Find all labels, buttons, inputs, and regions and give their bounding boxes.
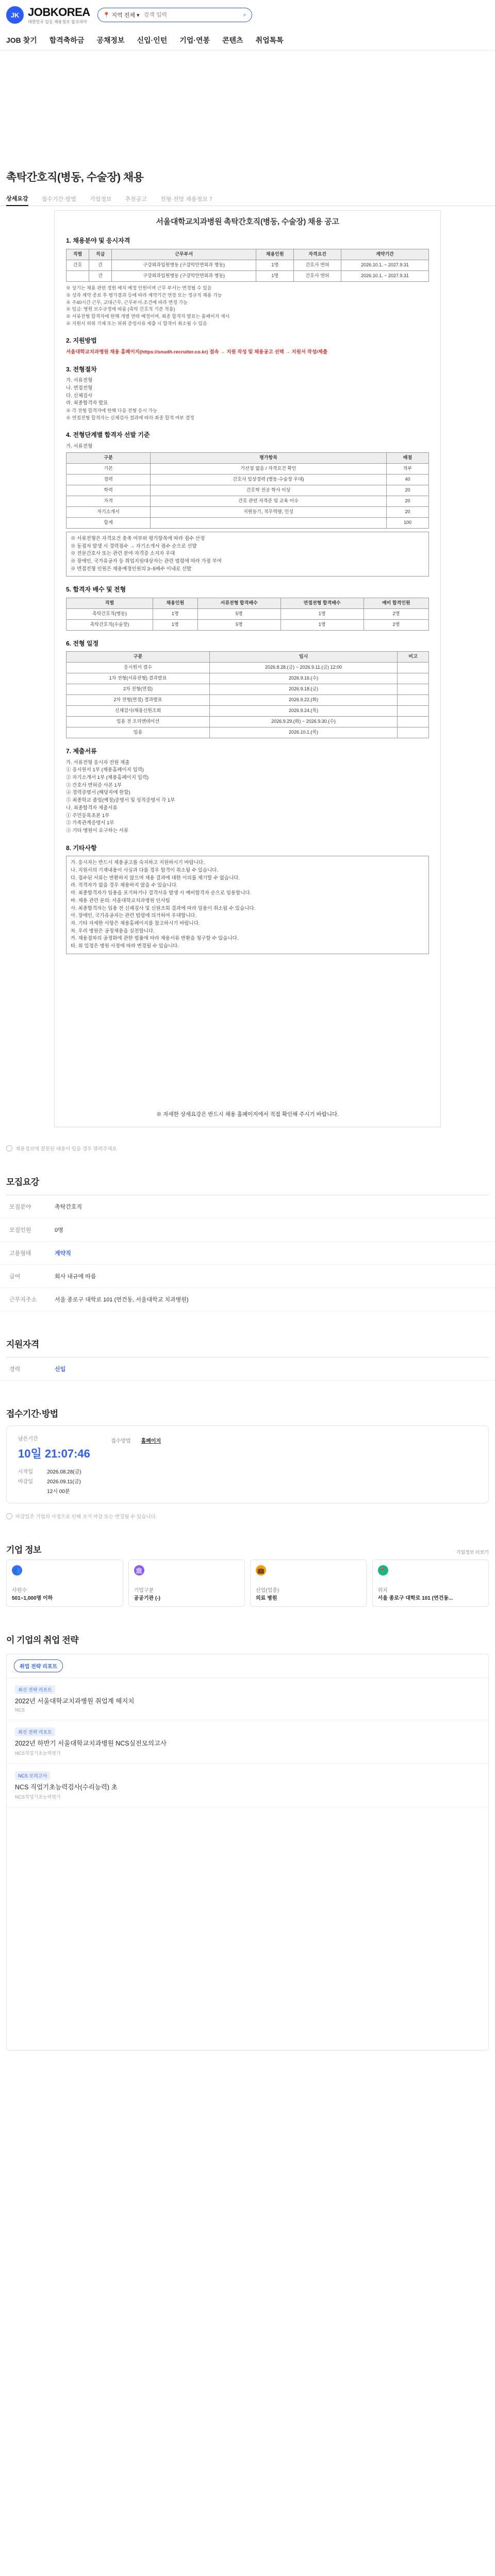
recruit-list [0,1195,495,1311]
table-header: 직렬 [67,598,153,609]
table-cell [398,717,429,727]
detail-tabs [0,192,495,206]
doc-section-1-notes [66,285,429,328]
row-value: 계약직 [55,1250,71,1257]
table-cell: 적부 [386,464,428,474]
table-row [67,619,429,630]
list-item: 나. 최종합격자 제출서류 [66,805,118,811]
main-nav [0,30,495,50]
logo-mark: JK [6,6,24,24]
card-label: 산업(업종) [256,1588,279,1594]
method-label: 접수방법 [110,1438,131,1444]
info-icon [6,1513,12,1519]
table-cell: 1차 전형(서류전형) 결과발표 [67,673,210,684]
row-label: 경력 [9,1366,21,1372]
table-cell: 간호 [67,260,89,270]
company-card-type [128,1560,245,1607]
list-item: 다. 신체검사 [66,393,93,399]
table-row [67,684,429,695]
table-cell: 경력 [67,474,151,485]
table-cell: 지원동기, 직무역량, 인성 [151,506,387,517]
list-item: 라. 최종합격자 발표 [66,400,108,406]
table-cell: 5명 [197,619,280,630]
table-cell: 2026.9.22.(화) [209,695,397,706]
item-subtitle: NCS직업기초능력평가 [15,1751,61,1756]
table-cell: 간호사 면허 [294,270,341,281]
table-header: 비고 [398,652,429,663]
region-label: 지역 전체 [111,12,135,19]
table-header: 계약기간 [341,249,428,260]
list-item: 자. 기타 자세한 사항은 채용홈페이지를 참고하시기 바랍니다. [71,921,200,927]
row-value: 회사 내규에 따름 [55,1274,96,1280]
list-item: ⑤ 최종학교 졸업(예정)증명서 및 성적증명서 각 1부 [66,798,175,804]
company-cards [0,1560,495,1607]
homepage-link[interactable]: 홈페이지 [141,1438,161,1444]
list-item: 라. 적격자가 없을 경우 채용하지 않을 수 있습니다. [71,883,178,889]
company-card-industry [250,1560,367,1607]
card-value: 의료 병원 [256,1596,277,1601]
table-row [67,727,429,738]
list-item[interactable] [7,1764,488,1808]
table-cell: 20 [386,506,428,517]
table-cell [398,684,429,695]
table-cell: 간호사 면허 [294,260,341,270]
table-cell: 자기소개서 [67,506,151,517]
table-row [67,464,429,474]
table-header: 자격요건 [294,249,341,260]
doc-table-positions [66,249,429,282]
company-card-employees [6,1560,123,1607]
recruit-row [0,1265,495,1288]
table-row [67,706,429,717]
tab-company-info[interactable]: 기업정보 [89,196,112,202]
table-header: 면접전형 합격배수 [280,598,364,609]
logo-subtitle: 대한민국 일등 채용정보 잡코리아 [28,19,87,24]
remain-countdown: 10일 21:07:46 [18,1447,90,1460]
card-label: 사원수 [12,1588,27,1594]
recruit-section [0,1159,495,1195]
item-tag: 최신 전략 리포트 [15,1685,55,1694]
note-line: ※ 성과 계약 종료 후 평가결과 등에 따라 계약기간 연장 또는 정규직 채용 가능 [66,292,222,298]
table-cell: 100 [386,517,428,528]
card-value: 501~1,000명 이하 [12,1596,53,1601]
doc-section-1-title: 1. 채용분야 및 응시자격 [66,237,130,245]
row-value: 신입 [55,1366,66,1372]
list-item: 가. 서류전형 [66,378,93,384]
table-cell: 1명 [153,608,197,619]
nav-job-talk[interactable]: 취업톡톡 [255,36,284,44]
tab-recommended[interactable]: 추천공고 [125,196,147,202]
nav-public-recruit[interactable]: 공채정보 [96,36,125,44]
company-header [0,1543,495,1555]
building-icon: 🏛 [134,1565,144,1575]
strategy-list [7,1677,488,1808]
table-cell [398,706,429,717]
card-value: 공공기관 (-) [134,1596,160,1601]
doc-section-7-title: 7. 제출서류 [66,747,97,755]
row-label: 모집분야 [9,1204,31,1210]
item-title: 2022년 서울대학교치과병원 취업계 헤지치 [15,1698,135,1705]
table-row [67,663,429,673]
table-cell: 임용 [67,727,210,738]
list-item: 다. 접수된 서류는 반환하지 않으며 채용 결과에 대한 이의를 제기할 수 없습니다. [71,875,240,881]
table-cell: 2차 전형(면접) 결과발표 [67,695,210,706]
table-cell: 자격 [67,496,151,507]
list-item: 아. 장애인, 국가유공자는 관련 법령에 의거하여 우대합니다. [71,913,197,919]
list-item: 가. 서류전형 응시자 전원 제출 [66,759,130,766]
table-cell: 학력 [67,485,151,496]
doc-section-3-title: 3. 전형절차 [66,365,97,373]
table-row [67,673,429,684]
list-item: ④ 경력증명서 (해당자에 한함) [66,790,130,796]
table-row [67,506,429,517]
table-cell: 구강외과입원병동 (구강악안면외과 병동) [112,260,256,270]
search-bar [97,8,252,22]
list-item: ③ 간호사 면허증 사본 1부 [66,782,122,788]
doc-section-5-title: 5. 합격자 배수 및 전형 [66,586,126,594]
strategy-panel [6,1654,489,2050]
table-header: 평가항목 [151,453,387,464]
note-line: ※ 임금: 병원 보수규정에 따름 (촉탁 간호직 기준 적용) [66,307,175,312]
apply-note-row [0,1505,495,1527]
recruit-title: 모집요강 [6,1175,489,1195]
recruit-row [0,1288,495,1311]
list-item: 차. 우리 병원은 공정채용을 실천합니다. [71,928,155,934]
table-row [67,270,429,281]
row-label: 고용형태 [9,1250,31,1257]
list-item: ① 응시원서 1부 (채용홈페이지 입력) [66,767,144,773]
doc-table-schedule [66,651,429,738]
top-bar [0,0,495,30]
table-cell: 2026.9.24.(목) [209,706,397,717]
doc-misc-box [66,856,429,954]
table-cell: 촉탁간호직(수술장) [67,619,153,630]
table-cell: 2차 전형(면접) [67,684,210,695]
table-cell: 간호 관련 자격증 및 교육 이수 [151,496,387,507]
row-label: 모집인원 [9,1227,31,1233]
table-cell: 임용 전 오리엔테이션 [67,717,210,727]
row-label: 근무지주소 [9,1297,37,1303]
doc-apply-method-line: 서울대학교치과병원 채용 홈페이지(https://snudh.recruiter.co.kr) 접속 → 지원 작성 및 채용공고 선택 → 지원서 작성/제출 [66,349,327,355]
list-item: 나. 면접전형 [66,385,93,391]
table-row [67,485,429,496]
note-line: ※ 주40시간 근무, 교대근무, 근무부서·조건에 따라 변경 가능 [66,299,188,305]
nav-company-salary[interactable]: 기업·연봉 [179,36,210,44]
table-header: 근무부서 [112,249,256,260]
list-item: 타. 위 일정은 병원 사정에 따라 변경될 수 있습니다. [71,943,179,950]
table-cell: 2026.9.18.(금) [209,684,397,695]
row-value: 촉탁간호직 [55,1204,82,1210]
table-cell: 간 [89,260,112,270]
start-label: 시작일 [18,1469,33,1475]
table-cell [398,727,429,738]
table-header: 직렬 [67,249,89,260]
table-cell: 2명 [364,608,428,619]
recruit-row [0,1242,495,1265]
table-cell [67,270,89,281]
list-item: ③ 기타 병원이 요구하는 서류 [66,827,129,834]
nav-contents[interactable]: 콘텐츠 [222,36,243,44]
company-title: 기업 정보 [6,1545,41,1555]
table-cell: 2026.9.29.(화) ~ 2026.9.30.(수) [209,717,397,727]
strategy-header [0,1633,495,1646]
table-cell: 1명 [280,608,364,619]
info-icon [6,1145,12,1151]
table-cell: 구강외과입원병동 (구강악안면외과 병동) [112,270,256,281]
table-header: 일시 [209,652,397,663]
apply-box [6,1426,489,1503]
doc-section-4-title: 4. 전형단계별 합격자 선발 기준 [66,431,150,438]
item-subtitle: NCS [15,1707,25,1713]
table-row [67,517,429,528]
table-cell: 2026.9.16.(수) [209,673,397,684]
table-header: 직급 [89,249,112,260]
table-row [67,695,429,706]
nav-congrats-bonus[interactable]: 합격축하금 [49,36,85,44]
nav-job-search[interactable]: JOB 찾기 [6,36,37,44]
doc-section-6-title: 6. 전형 일정 [66,639,99,647]
table-cell: 40 [386,474,428,485]
list-item: 사. 최종합격자는 임용 전 신체검사 및 신원조회 결과에 따라 임용이 취소될 수 있습니다. [71,905,256,911]
table-cell: 신체검사/채용신원조회 [67,706,210,717]
doc-table-ratio [66,598,429,631]
table-cell: 1명 [153,619,197,630]
doc-section-8-title: 8. 기타사항 [66,844,97,852]
item-tag: NCS 모의고사 [15,1771,50,1780]
nav-newcomer-intern[interactable]: 신입·인턴 [137,36,168,44]
tab-detail[interactable]: 상세요강 [6,192,28,206]
card-value: 서울 종로구 대학로 101 (연건동... [377,1596,453,1601]
table-cell: 1명 [280,619,364,630]
note-line: ※ 면접전형 합격자는 신체검사 결과에 따라 최종 합격 여부 결정 [66,415,194,420]
table-cell [398,695,429,706]
table-cell: 간 [89,270,112,281]
list-item: 마. 최종합격자가 임용을 포기하거나 결격사유 발생 시 예비합격자 순으로 임용합니다. [71,890,252,896]
table-header: 채용인원 [153,598,197,609]
qualify-title: 지원자격 [6,1337,489,1358]
end-date: 2026.09.11(금) [47,1479,81,1485]
table-row [67,496,429,507]
logo-text: JOBKOREA [28,5,90,19]
briefcase-icon: 💼 [256,1565,266,1575]
card-label: 위치 [377,1588,388,1594]
report-error-text: 채용정보에 잘못된 내용이 있을 경우 알려주세요 [15,1146,117,1152]
search-icon[interactable]: ⌕ [243,11,246,18]
tab-related-info[interactable]: 전형·전망 채용정보 7 [160,196,212,202]
doc-heading: 서울대학교치과병원 촉탁간호직(병동, 수술장) 채용 공고 [156,217,339,226]
table-cell: 1명 [256,260,294,270]
row-label: 급여 [9,1274,21,1280]
location-pin-icon: 📍 [378,1565,388,1575]
search-input[interactable] [143,12,239,18]
report-error-row[interactable] [0,1138,495,1159]
chevron-down-icon: ▾ [136,12,140,19]
table-cell: 가산점 없음 / 자격요건 확인 [151,464,387,474]
table-cell: 2026.10.1. ~ 2027.9.31 [341,260,428,270]
doc-table-criteria [66,452,429,529]
list-item: 카. 채용절차의 공정화에 관한 법률에 따라 채용서류 반환을 청구할 수 있습니다. [71,936,239,942]
doc-subheading: 가. 서류전형 [66,443,93,449]
end-label: 마감일 [18,1479,33,1485]
table-header: 서류전형 합격배수 [197,598,280,609]
company-card-location [372,1560,489,1607]
table-cell: 2026.10.1. ~ 2027.9.31 [341,270,428,281]
job-posting-document [54,210,441,1127]
card-label: 기업구분 [134,1588,154,1594]
table-header: 예비 합격인원 [364,598,428,609]
note-line: ※ 상기는 채용 관련 정원 배치 예정 인원이며 근무 부서는 변경될 수 있음 [66,285,212,291]
list-item[interactable] [7,1678,488,1720]
note-line: ※ 면접전형 인원은 채용예정인원의 3~5배수 이내로 선발 [71,566,192,572]
table-cell: 간호학 전공 학사 이상 [151,485,387,496]
item-title: 2022년 하반기 서울대학교치과병원 NCS실전모의고사 [15,1740,167,1747]
row-value: 서울 종로구 대학로 101 (연건동, 서울대학교 치과병원) [55,1297,189,1303]
table-cell: 5명 [197,608,280,619]
apply-method [111,1434,161,1495]
remaining-period [18,1434,90,1495]
apply-dates [18,1467,90,1495]
table-row [67,717,429,727]
table-row [67,474,429,485]
table-cell [398,663,429,673]
apply-title: 접수기간·방법 [6,1409,58,1419]
note-line: ※ 전문간호사 또는 관련 분야 자격증 소지자 우대 [71,551,175,557]
table-cell: 2026.10.1.(목) [209,727,397,738]
jobkorea-logo[interactable] [6,6,90,25]
table-header: 구분 [67,453,151,464]
qualify-section [0,1311,495,1358]
table-header: 구분 [67,652,210,663]
table-row [67,608,429,619]
table-cell: 간호사 임상경력 (병동·수술장 우대) [151,474,387,485]
table-cell [151,517,387,528]
qualify-row [0,1358,495,1381]
doc-criteria-notes [66,532,429,577]
note-line: ※ 각 전형 합격자에 한해 다음 전형 응시 가능 [66,408,157,414]
banner-space [0,50,495,169]
table-header: 배점 [386,453,428,464]
list-item: ① 주민등록초본 1부 [66,812,110,819]
table-cell: 2026.8.28.(금) ~ 2026.9.11.(금) 12:00 [209,663,397,673]
location-pin-icon: 📍 [103,12,110,19]
doc-section-2-title: 2. 지원방법 [66,337,97,345]
table-cell: 합계 [67,517,151,528]
table-cell [398,673,429,684]
table-cell: 기본 [67,464,151,474]
region-selector[interactable] [103,11,140,19]
note-line: ※ 지원서 허위 기재 또는 허위 증빙서류 제출 시 합격이 취소될 수 있음 [66,321,207,327]
recruit-row [0,1195,495,1218]
table-cell: 2명 [364,619,428,630]
start-date: 2026.08.28(금) [47,1469,81,1475]
list-item: 바. 채용 관련 문의: 서울대학교치과병원 인사팀 [71,897,170,904]
table-cell: 응시원서 접수 [67,663,210,673]
list-item: ② 자기소개서 1부 (채용홈페이지 입력) [66,774,149,781]
end-time: 12시 00분 [47,1489,70,1495]
list-item[interactable] [7,1720,488,1764]
remain-label: 남은기간 [18,1436,38,1442]
list-item: 가. 응시자는 반드시 채용공고를 숙지하고 지원하시기 바랍니다. [71,860,205,866]
table-cell: 20 [386,496,428,507]
table-cell: 촉탁간호직(병동) [67,608,153,619]
apply-note: 마감일은 기업의 사정으로 인해 조기 마감 또는 변경될 수 있습니다. [15,1514,157,1520]
doc-footer-note: ※ 자세한 상세요강은 반드시 채용 홈페이지에서 직접 확인해 주시기 바랍니다. [156,1111,339,1117]
list-item: 나. 지원서의 기재내용이 사실과 다를 경우 합격이 취소될 수 있습니다. [71,868,218,873]
people-icon: 👥 [12,1565,22,1575]
strategy-title: 이 기업의 취업 전략 [6,1635,79,1645]
item-subtitle: NCS직업기초능력평가 [15,1794,61,1800]
item-tag: 최신 전략 리포트 [15,1727,55,1736]
job-title: 촉탁간호직(병동, 수술장) 채용 [6,172,144,183]
item-title: NCS 직업기초능력검사(수리능력) 초 [15,1784,118,1791]
table-header: 채용인원 [256,249,294,260]
list-item: ② 가족관계증명서 1부 [66,820,114,826]
table-cell: 20 [386,485,428,496]
table-row [67,260,429,270]
company-more-link[interactable]: 기업정보 더보기 [456,1550,489,1555]
note-line: ※ 동점자 발생 시 경력점수 → 자기소개서 점수 순으로 선발 [71,543,197,549]
note-line: ※ 서류전형 합격자에 한해 개별 연락 예정이며, 최종 합격자 발표는 홈페이지 게시 [66,314,230,319]
recruit-row [0,1218,495,1242]
row-value: 0명 [55,1227,63,1233]
strategy-tab[interactable]: 취업 전략 리포트 [14,1659,63,1672]
note-line: ※ 서류전형은 자격요건 충족 여부와 평가항목에 따라 점수 산정 [71,535,205,541]
table-cell: 1명 [256,270,294,281]
tab-apply-period[interactable]: 접수기간·방법 [41,196,76,202]
apply-section [0,1381,495,1419]
note-line: ※ 장애인, 국가유공자 등 취업지원대상자는 관련 법령에 따라 가점 부여 [71,558,222,564]
